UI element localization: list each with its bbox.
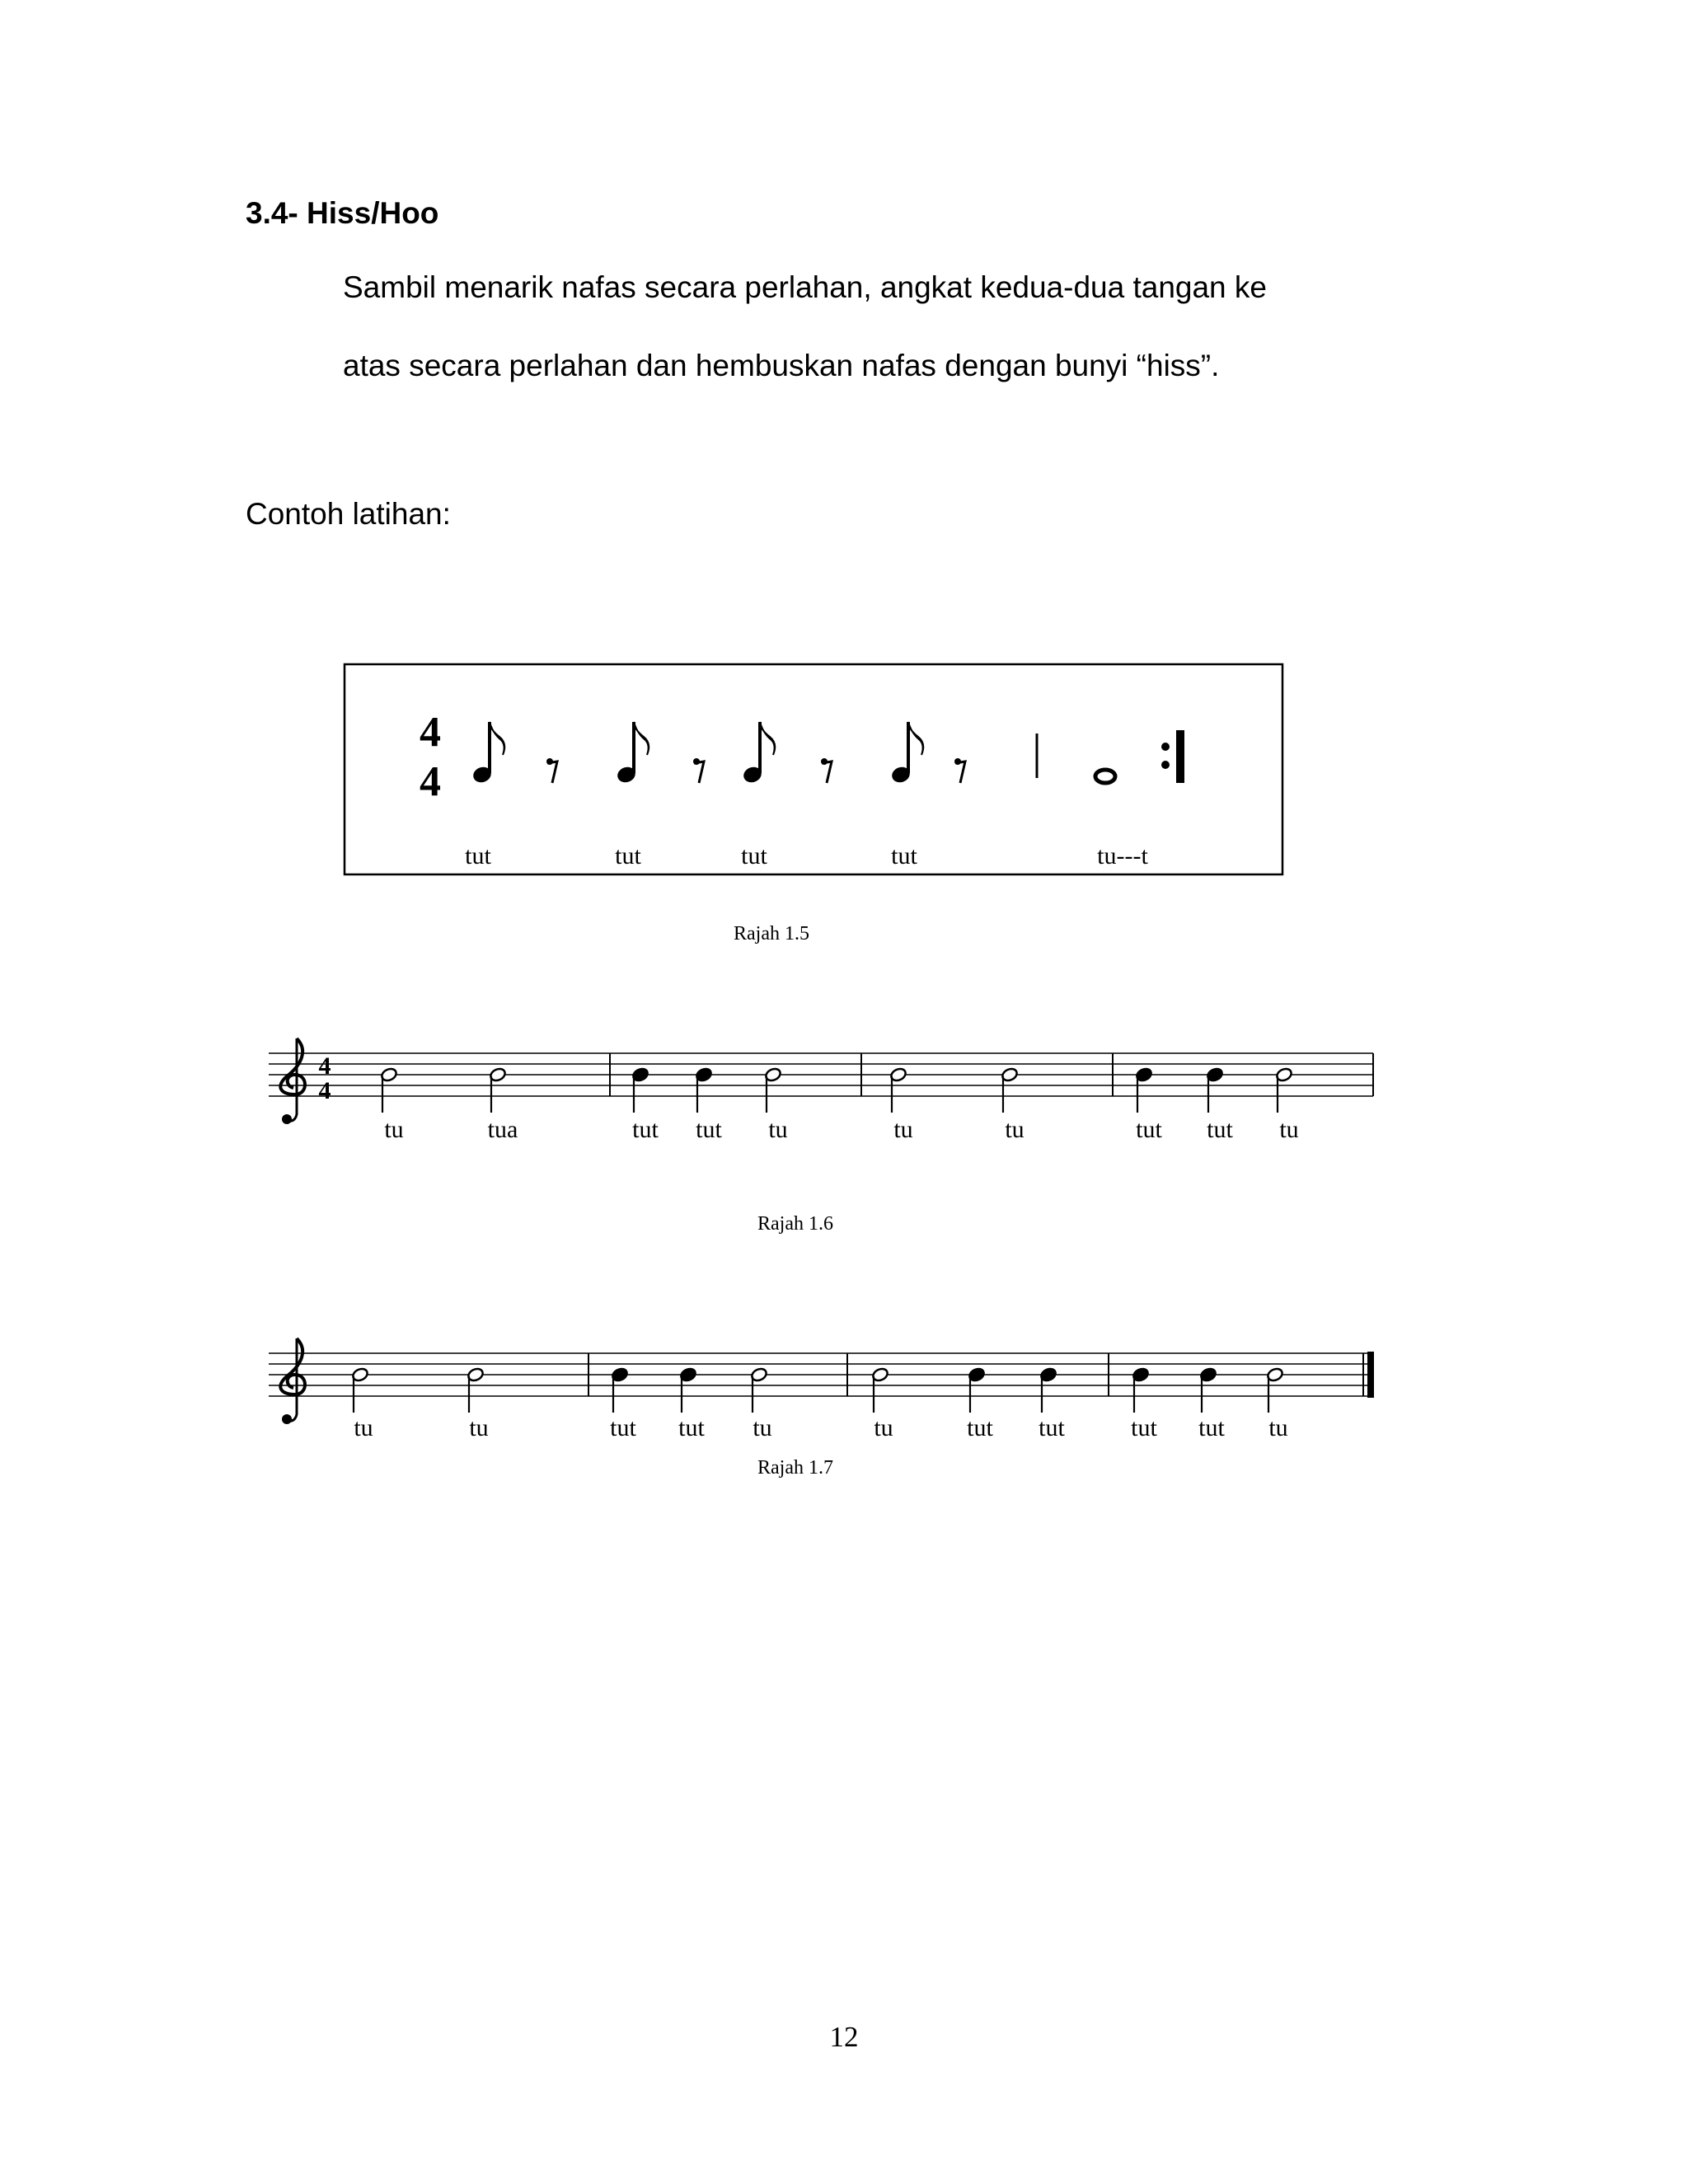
staff-syllable: tu: [874, 1414, 893, 1441]
half-note: [871, 1366, 889, 1413]
paragraph-line-1: Sambil menarik nafas secara perlahan, angkat kedua-dua tangan ke: [343, 270, 1267, 304]
staff-syllable: tu: [753, 1414, 772, 1441]
staff-syllable: tut: [1207, 1116, 1233, 1143]
staff-syllable: tu: [768, 1116, 788, 1143]
final-barline-thick: [1367, 1352, 1374, 1398]
staff-syllable: tu: [1005, 1116, 1025, 1143]
paragraph-line-2: atas secara perlahan dan hembuskan nafas dengan bunyi “hiss”.: [343, 349, 1220, 382]
quarter-note: [1039, 1366, 1057, 1413]
staff-syllable: tut: [1039, 1414, 1065, 1441]
rhythm-syllable: tut: [615, 842, 641, 869]
half-note: [750, 1366, 768, 1413]
staff-syllable: tut: [1131, 1414, 1157, 1441]
quarter-note: [611, 1366, 629, 1413]
staff-syllable: tut: [1198, 1414, 1225, 1441]
staff-syllable: tu: [1268, 1414, 1288, 1441]
section-heading: 3.4- Hiss/Hoo: [246, 196, 439, 230]
staff-syllable: tut: [1136, 1116, 1162, 1143]
half-note: [1266, 1366, 1284, 1413]
caption-rajah-1-6: Rajah 1.6: [757, 1213, 833, 1235]
staff-syllable: tu: [1279, 1116, 1299, 1143]
staff-syllable: tut: [610, 1414, 636, 1441]
rhythm-syllable: tut: [891, 842, 917, 869]
staff-syllable: tut: [678, 1414, 705, 1441]
rhythm-syllable: tut: [465, 842, 491, 869]
rhythm-syllable: tu---t: [1097, 842, 1148, 869]
caption-rajah-1-5: Rajah 1.5: [734, 923, 809, 944]
example-label: Contoh latihan:: [246, 497, 451, 531]
staff-syllable: tut: [696, 1116, 722, 1143]
staff-syllable: tu: [469, 1414, 489, 1441]
quarter-note: [968, 1366, 986, 1413]
treble-clef: [280, 1338, 305, 1424]
staff-syllable: tu: [354, 1414, 373, 1441]
quarter-note: [1199, 1366, 1217, 1413]
caption-rajah-1-7: Rajah 1.7: [757, 1457, 833, 1479]
staff-syllable: tua: [487, 1116, 518, 1143]
time-signature-top: 4: [420, 709, 441, 756]
page-number: 12: [829, 2021, 859, 2053]
quarter-note: [679, 1366, 697, 1413]
staff-syllable: tut: [967, 1414, 993, 1441]
rhythm-syllable: tut: [741, 842, 767, 869]
time-signature-top: 4: [318, 1052, 331, 1080]
half-note: [467, 1366, 485, 1413]
staff-syllable: tu: [384, 1116, 404, 1143]
half-note: [351, 1366, 369, 1413]
time-signature-bottom: 4: [318, 1077, 331, 1104]
quarter-note: [1132, 1366, 1150, 1413]
staff-syllable: tu: [893, 1116, 913, 1143]
time-signature-bottom: 4: [420, 758, 441, 805]
staff-syllable: tut: [632, 1116, 659, 1143]
